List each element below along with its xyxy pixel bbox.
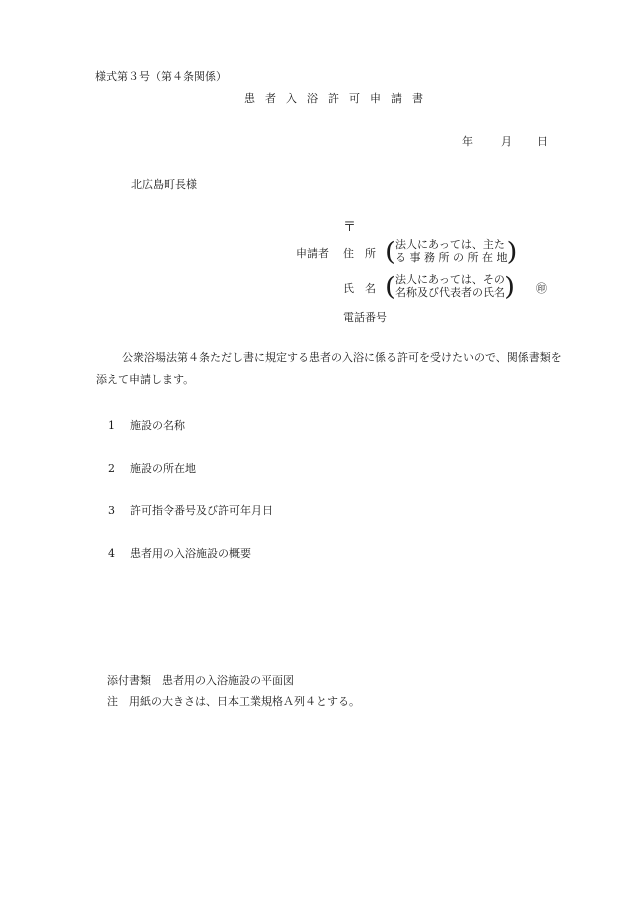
- page-title: 患者入浴許可申請書: [244, 92, 433, 105]
- footnote: 注 用紙の大きさは、日本工業規格Ａ列４とする。: [107, 695, 360, 708]
- close-paren: ): [504, 271, 515, 302]
- address-note: [385, 236, 518, 267]
- item-number: 3: [108, 504, 115, 517]
- date-year: 年: [462, 135, 473, 148]
- address-label: 住 所: [343, 247, 376, 260]
- list-item: [108, 502, 273, 518]
- address-note-line-1: 法人にあっては、主た: [395, 238, 505, 251]
- name-note-line-2: 名称及び代表者の氏名: [395, 286, 505, 300]
- list-item: [108, 460, 196, 476]
- item-text: 施設の所在地: [130, 462, 196, 475]
- addressee: 北広島町長様: [131, 178, 197, 191]
- phone-label: 電話番号: [343, 311, 387, 324]
- item-text: 患者用の入浴施設の概要: [130, 547, 251, 560]
- date-month: 月: [501, 135, 512, 148]
- item-text: 施設の名称: [130, 419, 185, 432]
- item-number: 1: [108, 419, 115, 432]
- item-text: 許可指令番号及び許可年月日: [130, 504, 273, 517]
- name-note-line-1: 法人にあっては、その: [395, 273, 505, 286]
- name-label: 氏 名: [343, 282, 376, 295]
- list-item: [108, 417, 185, 433]
- body-text: 公衆浴場法第４条ただし書に規定する患者の入浴に係る許可を受けたいので、関係書類を添えて申請します。: [96, 351, 562, 386]
- item-number: 4: [108, 547, 115, 560]
- list-item: [108, 545, 251, 561]
- open-paren: (: [385, 236, 396, 267]
- item-number: 2: [108, 462, 115, 475]
- form-label: 様式第３号（第４条関係）: [95, 70, 227, 83]
- postal-mark: 〒: [343, 220, 357, 235]
- open-paren: (: [385, 271, 396, 302]
- name-note: [385, 271, 515, 302]
- attachment-line: 添付書類 患者用の入浴施設の平面図: [107, 674, 294, 687]
- date-day: 日: [537, 135, 548, 148]
- close-paren: ): [506, 236, 518, 267]
- applicant-label: 申請者: [296, 247, 329, 260]
- seal-mark: ㊞: [536, 282, 547, 295]
- address-note-line-2: る 事 務 所 の 所 在 地: [395, 251, 508, 265]
